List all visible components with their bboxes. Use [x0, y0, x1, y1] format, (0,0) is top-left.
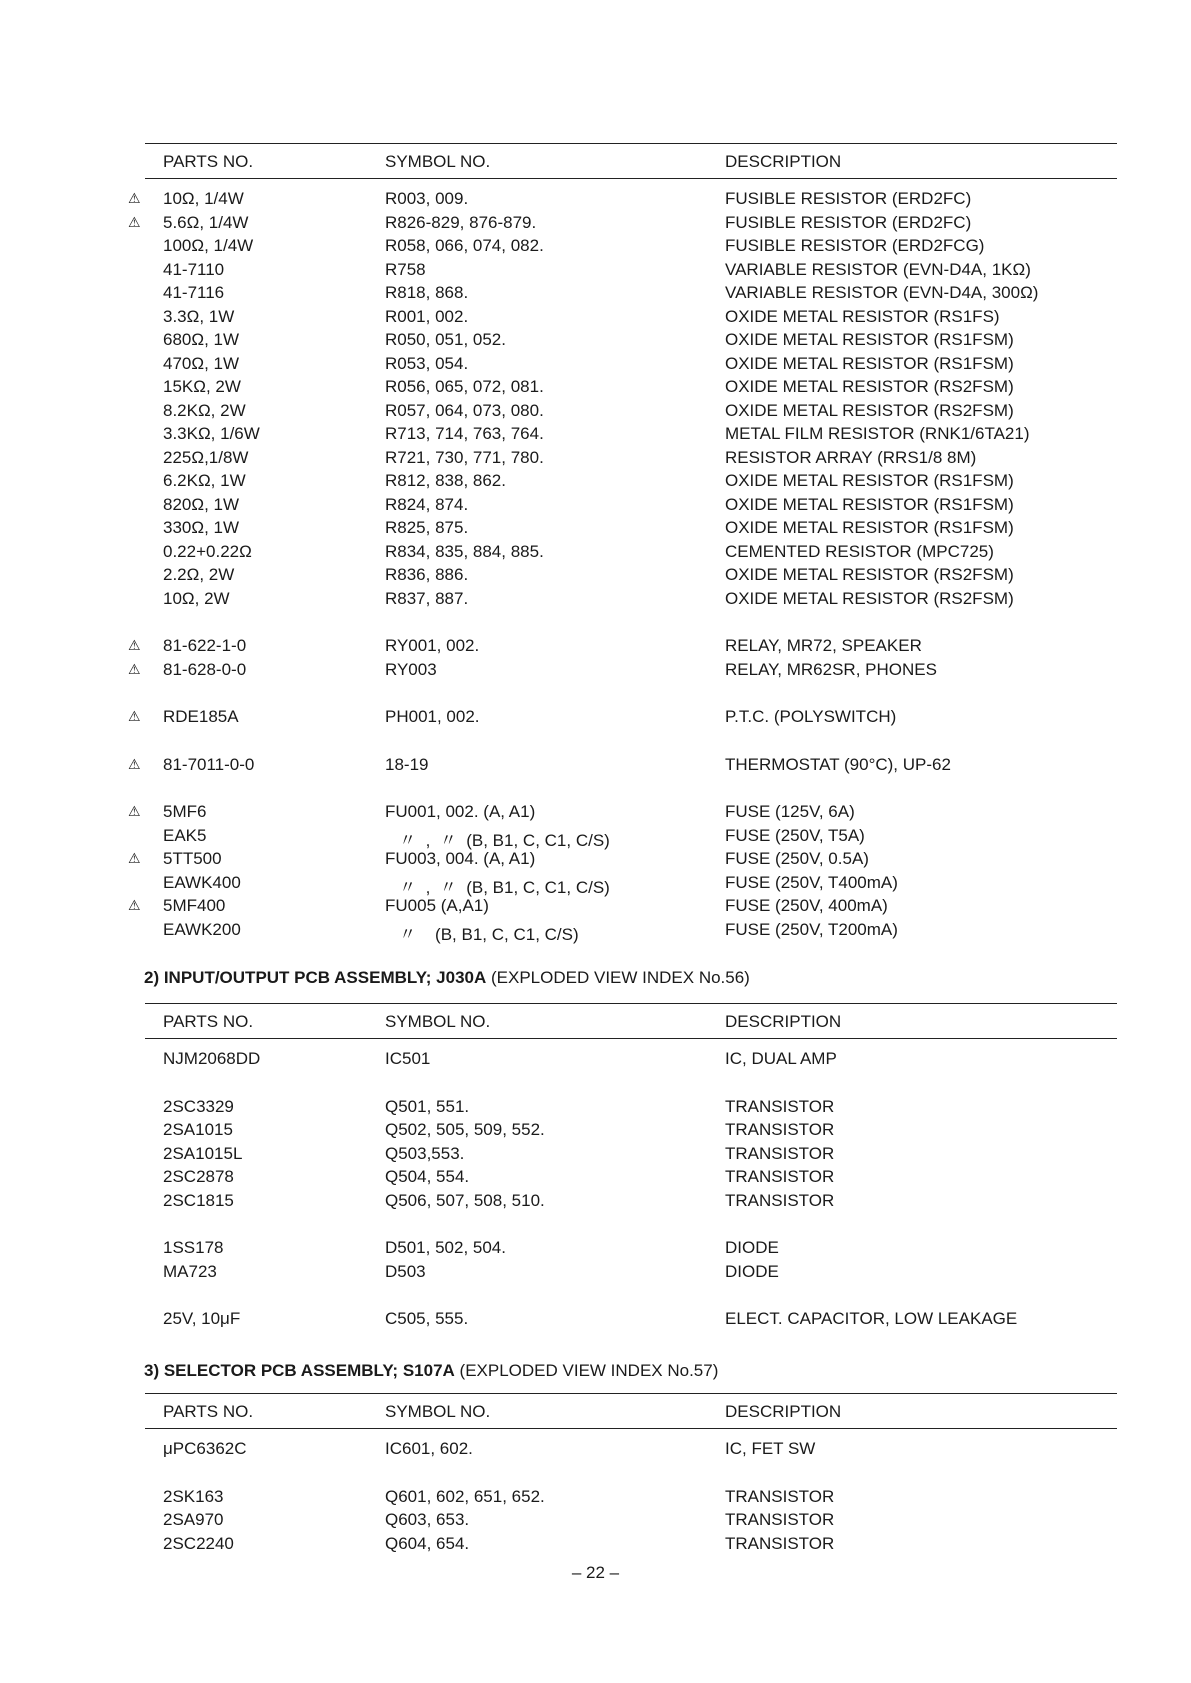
table-row [145, 422, 1117, 446]
symbol-no: Q501, 551. [385, 1096, 470, 1116]
table-row [145, 1095, 1117, 1119]
row-group [128, 187, 1117, 610]
description: CEMENTED RESISTOR (MPC725) [725, 541, 994, 561]
parts-no: 81-622-1-0 [163, 636, 247, 655]
header-symbol: SYMBOL NO. [385, 1012, 491, 1031]
description: OXIDE METAL RESISTOR (RS1FSM) [725, 494, 1014, 514]
header-symbol: SYMBOL NO. [385, 152, 491, 171]
table-row [145, 234, 1117, 258]
description: FUSE (250V, 0.5A) [725, 849, 869, 868]
symbol-no: Q502, 505, 509, 552. [385, 1120, 545, 1139]
description: FUSE (250V, T5A) [725, 825, 865, 845]
page-number: – 22 – [571, 1563, 620, 1582]
symbol-no: RY003 [385, 659, 437, 679]
table-row [145, 352, 1117, 376]
warning-triangle-icon: ⚠ [128, 897, 141, 913]
parts-no: 330Ω, 1W [163, 518, 240, 537]
parts-table-3 [145, 1393, 1117, 1555]
description: METAL FILM RESISTOR (RNK1/6TA21) [725, 424, 1030, 443]
symbol-no: R824, 874. [385, 494, 469, 514]
table-row [145, 587, 1117, 611]
table-row [145, 1532, 1117, 1556]
table-row [128, 705, 1117, 729]
table-header [145, 1394, 1117, 1428]
table-row [145, 540, 1117, 564]
divider [145, 1038, 1117, 1039]
table-body [145, 1047, 1117, 1331]
row-group [145, 1437, 1117, 1461]
table-row [128, 658, 1117, 682]
table-row [145, 871, 1117, 895]
symbol-no: Q506, 507, 508, 510. [385, 1190, 545, 1210]
table-row [145, 469, 1117, 493]
symbol-no: 〃 , 〃 (B, B1, C, C1, C/S) [385, 877, 610, 897]
table-row [145, 1508, 1117, 1532]
parts-no: 2SA970 [163, 1510, 224, 1529]
section-3-title-rest: (EXPLODED VIEW INDEX No.57) [454, 1361, 719, 1380]
header-parts: PARTS NO. [163, 152, 254, 171]
description: TRANSISTOR [725, 1510, 835, 1529]
description: FUSIBLE RESISTOR (ERD2FCG) [725, 236, 985, 255]
parts-no: 2SC3329 [163, 1096, 234, 1116]
symbol-no: 〃 , 〃 (B, B1, C, C1, C/S) [385, 830, 610, 850]
table-row [128, 847, 1117, 871]
table-row [145, 1047, 1117, 1071]
table-row [145, 446, 1117, 470]
description: TRANSISTOR [725, 1120, 835, 1139]
table-row [145, 281, 1117, 305]
description: OXIDE METAL RESISTOR (RS1FSM) [725, 518, 1014, 537]
description: TRANSISTOR [725, 1167, 835, 1186]
table-row [145, 918, 1117, 942]
symbol-no: IC501 [385, 1049, 431, 1068]
table-row [145, 305, 1117, 329]
symbol-no: RY001, 002. [385, 636, 480, 655]
parts-no: 680Ω, 1W [163, 330, 240, 349]
parts-no: 2SA1015L [163, 1143, 243, 1163]
warning-triangle-icon: ⚠ [128, 708, 141, 724]
parts-no: 2SC2878 [163, 1167, 234, 1186]
table-row [145, 563, 1117, 587]
description: FUSE (125V, 6A) [725, 802, 855, 821]
parts-table-1 [128, 143, 1117, 944]
parts-no: 5.6Ω, 1/4W [163, 212, 249, 232]
description: DIODE [725, 1238, 779, 1257]
symbol-no: IC601, 602. [385, 1439, 473, 1458]
symbol-no: PH001, 002. [385, 707, 480, 726]
symbol-no: Q601, 602, 651, 652. [385, 1486, 545, 1506]
warning-triangle-icon: ⚠ [128, 660, 141, 677]
table-row [145, 328, 1117, 352]
header-description: DESCRIPTION [725, 1402, 842, 1421]
symbol-no: R721, 730, 771, 780. [385, 447, 544, 467]
header-symbol: SYMBOL NO. [385, 1402, 491, 1421]
description: FUSIBLE RESISTOR (ERD2FC) [725, 189, 972, 208]
parts-no: NJM2068DD [163, 1049, 261, 1068]
description: OXIDE METAL RESISTOR (RS1FSM) [725, 353, 1014, 373]
parts-no: 2SC2240 [163, 1533, 234, 1553]
parts-no: 3.3Ω, 1W [163, 306, 235, 326]
parts-no: 6.2KΩ, 1W [163, 471, 246, 490]
symbol-no: R003, 009. [385, 189, 469, 208]
section-2-title [144, 968, 750, 988]
symbol-no: R058, 066, 074, 082. [385, 236, 544, 255]
parts-no: 5TT500 [163, 849, 222, 868]
table-row [145, 1485, 1117, 1509]
symbol-no: R057, 064, 073, 080. [385, 400, 544, 420]
parts-no: 225Ω,1/8W [163, 447, 249, 467]
row-group [128, 634, 1117, 681]
table-row [145, 1437, 1117, 1461]
table-row [145, 258, 1117, 282]
parts-no: 5MF6 [163, 802, 207, 821]
description: THERMOSTAT (90°C), UP-62 [725, 754, 951, 774]
header-parts: PARTS NO. [163, 1402, 254, 1421]
table-row [128, 800, 1117, 824]
table-row [145, 399, 1117, 423]
symbol-no: R836, 886. [385, 565, 469, 584]
table-row [128, 211, 1117, 235]
description: OXIDE METAL RESISTOR (RS1FSM) [725, 471, 1014, 490]
parts-no: 2.2Ω, 2W [163, 565, 235, 584]
table-row [128, 753, 1117, 777]
parts-no: 41-7116 [163, 283, 225, 302]
parts-no: 2SA1015 [163, 1120, 233, 1139]
description: TRANSISTOR [725, 1096, 835, 1116]
table-header [145, 144, 1117, 178]
description: RESISTOR ARRAY (RRS1/8 8M) [725, 447, 977, 467]
parts-no: 81-628-0-0 [163, 659, 247, 679]
description: OXIDE METAL RESISTOR (RS2FSM) [725, 377, 1014, 396]
parts-no: 81-7011-0-0 [163, 754, 255, 774]
symbol-no: Q604, 654. [385, 1533, 470, 1553]
section-2-title-rest: (EXPLODED VIEW INDEX No.56) [486, 968, 750, 987]
description: DIODE [725, 1261, 779, 1281]
parts-no: 2SC1815 [163, 1190, 234, 1210]
table-header [145, 1004, 1117, 1038]
symbol-no: FU003, 004. (A, A1) [385, 849, 536, 868]
parts-table-2 [145, 1003, 1117, 1331]
description: OXIDE METAL RESISTOR (RS2FSM) [725, 400, 1014, 420]
table-body [145, 1437, 1117, 1555]
row-group [145, 1485, 1117, 1556]
parts-no: EAWK400 [163, 872, 241, 892]
symbol-no: Q503,553. [385, 1143, 465, 1163]
parts-no: 8.2KΩ, 2W [163, 400, 246, 420]
symbol-no: C505, 555. [385, 1309, 469, 1328]
parts-no: 10Ω, 2W [163, 588, 230, 608]
symbol-no: Q504, 554. [385, 1167, 470, 1186]
symbol-no: R050, 051, 052. [385, 330, 506, 349]
table-row [128, 894, 1117, 918]
parts-no: 41-7110 [163, 259, 225, 279]
warning-triangle-icon: ⚠ [128, 190, 141, 206]
table-row [128, 187, 1117, 211]
description: FUSE (250V, T400mA) [725, 872, 898, 892]
symbol-no: R053, 054. [385, 353, 469, 373]
warning-triangle-icon: ⚠ [128, 213, 141, 230]
table-row [145, 1189, 1117, 1213]
table-row [145, 1165, 1117, 1189]
row-group [128, 705, 1117, 729]
parts-no: 2SK163 [163, 1486, 224, 1506]
parts-no: EAK5 [163, 825, 207, 845]
description: TRANSISTOR [725, 1533, 835, 1553]
symbol-no: D503 [385, 1261, 426, 1281]
section-2-title-bold: 2) INPUT/OUTPUT PCB ASSEMBLY; J030A [144, 968, 487, 987]
description: P.T.C. (POLYSWITCH) [725, 707, 897, 726]
row-group [145, 1095, 1117, 1213]
row-group [145, 1047, 1117, 1071]
description: FUSE (250V, 400mA) [725, 896, 888, 915]
parts-no: 0.22+0.22Ω [163, 541, 252, 561]
parts-no: MA723 [163, 1261, 217, 1281]
table-row [145, 375, 1117, 399]
description: VARIABLE RESISTOR (EVN-D4A, 1KΩ) [725, 259, 1031, 279]
warning-triangle-icon: ⚠ [128, 803, 141, 819]
parts-no: 820Ω, 1W [163, 494, 240, 514]
warning-triangle-icon: ⚠ [128, 850, 141, 866]
table-row [145, 1236, 1117, 1260]
row-group [128, 753, 1117, 777]
symbol-no: R713, 714, 763, 764. [385, 424, 544, 443]
description: OXIDE METAL RESISTOR (RS1FSM) [725, 330, 1014, 349]
description: RELAY, MR72, SPEAKER [725, 636, 922, 655]
symbol-no: R818, 868. [385, 283, 469, 302]
parts-no: 100Ω, 1/4W [163, 236, 254, 255]
symbol-no: R758 [385, 259, 426, 279]
table-row [145, 1307, 1117, 1331]
description: OXIDE METAL RESISTOR (RS2FSM) [725, 565, 1014, 584]
description: TRANSISTOR [725, 1486, 835, 1506]
symbol-no: 18-19 [385, 754, 429, 774]
description: OXIDE METAL RESISTOR (RS2FSM) [725, 588, 1014, 608]
symbol-no: R812, 838, 862. [385, 471, 506, 490]
symbol-no: Q603, 653. [385, 1510, 470, 1529]
symbol-no: FU001, 002. (A, A1) [385, 802, 536, 821]
table-body [128, 187, 1117, 944]
divider [145, 1428, 1117, 1429]
parts-no: 1SS178 [163, 1238, 224, 1257]
table-row [145, 1118, 1117, 1142]
row-group [128, 800, 1117, 944]
section-3-title-bold: 3) SELECTOR PCB ASSEMBLY; S107A [144, 1361, 455, 1380]
description: IC, DUAL AMP [725, 1049, 837, 1068]
description: VARIABLE RESISTOR (EVN-D4A, 300Ω) [725, 283, 1039, 302]
description: ELECT. CAPACITOR, LOW LEAKAGE [725, 1309, 1018, 1328]
table-row [145, 493, 1117, 517]
table-row [145, 824, 1117, 848]
table-row [128, 634, 1117, 658]
symbol-no: R837, 887. [385, 588, 469, 608]
description: TRANSISTOR [725, 1190, 835, 1210]
row-group [145, 1307, 1117, 1331]
symbol-no: FU005 (A,A1) [385, 896, 489, 915]
description: OXIDE METAL RESISTOR (RS1FS) [725, 306, 1000, 326]
header-parts: PARTS NO. [163, 1012, 254, 1031]
row-group [145, 1236, 1117, 1283]
parts-no: 3.3KΩ, 1/6W [163, 424, 260, 443]
parts-no: 25V, 10μF [163, 1309, 241, 1328]
table-row [145, 1142, 1117, 1166]
header-description: DESCRIPTION [725, 1012, 842, 1031]
description: IC, FET SW [725, 1439, 816, 1458]
description: RELAY, MR62SR, PHONES [725, 659, 937, 679]
parts-no: RDE185A [163, 707, 239, 726]
parts-no: 15KΩ, 2W [163, 377, 241, 396]
symbol-no: D501, 502, 504. [385, 1238, 506, 1257]
header-description: DESCRIPTION [725, 152, 842, 171]
parts-no: 10Ω, 1/4W [163, 189, 244, 208]
symbol-no: R001, 002. [385, 306, 469, 326]
symbol-no: R834, 835, 884, 885. [385, 541, 544, 561]
warning-triangle-icon: ⚠ [128, 637, 141, 653]
symbol-no: R825, 875. [385, 518, 469, 537]
parts-no: μPC6362C [163, 1439, 247, 1458]
divider [145, 178, 1117, 179]
section-3-title [144, 1361, 718, 1381]
symbol-no: 〃 (B, B1, C, C1, C/S) [385, 924, 579, 944]
description: FUSIBLE RESISTOR (ERD2FC) [725, 212, 972, 232]
description: FUSE (250V, T200mA) [725, 919, 898, 939]
warning-triangle-icon: ⚠ [128, 755, 141, 772]
parts-no: 470Ω, 1W [163, 353, 240, 373]
parts-no: EAWK200 [163, 919, 241, 939]
table-row [145, 1260, 1117, 1284]
table-row [145, 516, 1117, 540]
description: TRANSISTOR [725, 1143, 835, 1163]
symbol-no: R826-829, 876-879. [385, 212, 537, 232]
parts-no: 5MF400 [163, 896, 226, 915]
symbol-no: R056, 065, 072, 081. [385, 377, 544, 396]
